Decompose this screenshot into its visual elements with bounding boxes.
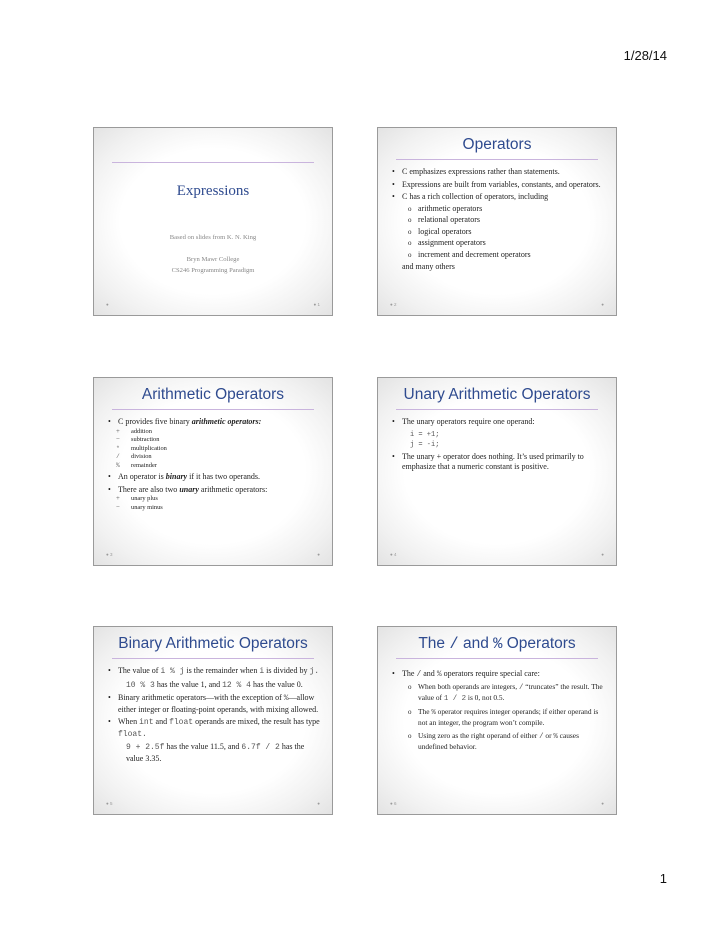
- slide-footer-left: ●: [106, 302, 109, 307]
- college-name: Bryn Mawr College: [186, 256, 240, 263]
- slide-content: [392, 415, 606, 473]
- slide-content: [392, 165, 606, 273]
- bullet: • Expressions are built from variables, constants, and operators.: [392, 179, 601, 189]
- sub-bullet: o The % operator requires integer operands; if either operand is not an integer, the program won’t compile.: [408, 706, 599, 727]
- bullet: • When int and float operands are mixed, the result has type float.: [108, 717, 320, 739]
- operator-row: % remainder: [116, 461, 157, 469]
- slide-footer-right: ●: [601, 801, 604, 806]
- title-divider: [112, 162, 314, 163]
- operator-row: − subtraction: [116, 436, 160, 444]
- code-line: i = +1;: [410, 430, 440, 439]
- slide-title: Expressions: [176, 183, 250, 199]
- page-date: 1/28/14: [623, 48, 667, 63]
- title-divider: [396, 658, 598, 659]
- bullet: • The / and % operators require special care:: [392, 669, 540, 679]
- bullet: • There are also two unary arithmetic operators:: [108, 484, 268, 494]
- slide-1-thumbnail: [93, 127, 333, 316]
- slide-4-thumbnail: [377, 377, 617, 566]
- sub-bullet: o logical operators: [408, 226, 472, 236]
- title-divider: [112, 409, 314, 410]
- bullet: • The unary + operator does nothing. It’s used primarily to emphasize that a numeric constant is positive.: [392, 451, 584, 471]
- sub-bullet: o assignment operators: [408, 238, 486, 247]
- sub-bullet: o When both operands are integers, / “truncates” the result. The value of 1 / 2 is 0, not 0.5.: [408, 681, 603, 703]
- sub-bullet: o relational operators: [408, 215, 480, 224]
- bullet: • The value of i % j is the remainder when i is divided by j.: [108, 666, 320, 676]
- slide-content: [108, 664, 322, 764]
- slide-title: Arithmetic Operators: [141, 386, 285, 403]
- operator-row: + addition: [116, 427, 152, 435]
- slide-footer-left: ● 6: [390, 801, 397, 806]
- slide-footer-left: ● 5: [106, 801, 113, 806]
- slide-title: Binary Arithmetic Operators: [118, 635, 308, 652]
- example-text: 9 + 2.5f has the value 11.5, and 6.7f / 2 has the value 3.35.: [126, 742, 305, 763]
- bullet: • C has a rich collection of operators, including: [392, 192, 549, 201]
- title-divider: [112, 658, 314, 659]
- page-number: 1: [659, 871, 667, 886]
- course-name: CS246 Programming Paradigm: [171, 267, 255, 274]
- slide-content: [108, 415, 322, 513]
- slide-credit: Based on slides from K. N. King: [169, 234, 257, 241]
- operator-row: + unary plus: [116, 495, 158, 503]
- slide-footer-right: ●: [601, 302, 604, 307]
- sub-bullet: o increment and decrement operators: [408, 249, 531, 259]
- operator-row: * multiplication: [116, 444, 167, 452]
- title-divider: [396, 159, 598, 160]
- trailing-text: and many others: [402, 262, 455, 271]
- sub-bullet: o arithmetic operators: [408, 203, 483, 213]
- slide-footer-right: ●: [601, 552, 604, 557]
- slide-footer-right: ● 1: [313, 302, 320, 307]
- operator-row: / division: [116, 453, 152, 461]
- sub-bullet: o Using zero as the right operand of either / or % causes undefined behavior.: [408, 730, 579, 751]
- slide-5-thumbnail: [93, 626, 333, 815]
- slide-footer-left: ● 4: [390, 552, 397, 557]
- slide-footer-right: ●: [317, 552, 320, 557]
- slide-title: The / and % Operators: [418, 635, 576, 653]
- bullet: • Binary arithmetic operators—with the exception of %—allow either integer or floating-point operands, with mixing allowed.: [108, 693, 319, 714]
- slide-content: [392, 667, 606, 752]
- bullet: • An operator is binary if it has two operands.: [108, 472, 260, 482]
- example-text: 10 % 3 has the value 1, and 12 % 4 has the value 0.: [126, 679, 303, 690]
- bullet: • C provides five binary arithmetic operators:: [108, 417, 262, 426]
- slide-title: Unary Arithmetic Operators: [403, 386, 591, 403]
- slide-footer-left: ● 3: [106, 552, 113, 557]
- slide-title: Operators: [462, 136, 532, 153]
- slide-2-thumbnail: [377, 127, 617, 316]
- slide-3-thumbnail: [93, 377, 333, 566]
- bullet: • C emphasizes expressions rather than statements.: [392, 167, 560, 176]
- bullet: • The unary operators require one operand:: [392, 417, 535, 426]
- slide-footer-left: ● 2: [390, 302, 397, 307]
- operator-row: − unary minus: [116, 504, 163, 512]
- slide-footer-right: ●: [317, 801, 320, 806]
- title-divider: [396, 409, 598, 410]
- code-line: j = -i;: [410, 440, 440, 449]
- slide-6-thumbnail: [377, 626, 617, 815]
